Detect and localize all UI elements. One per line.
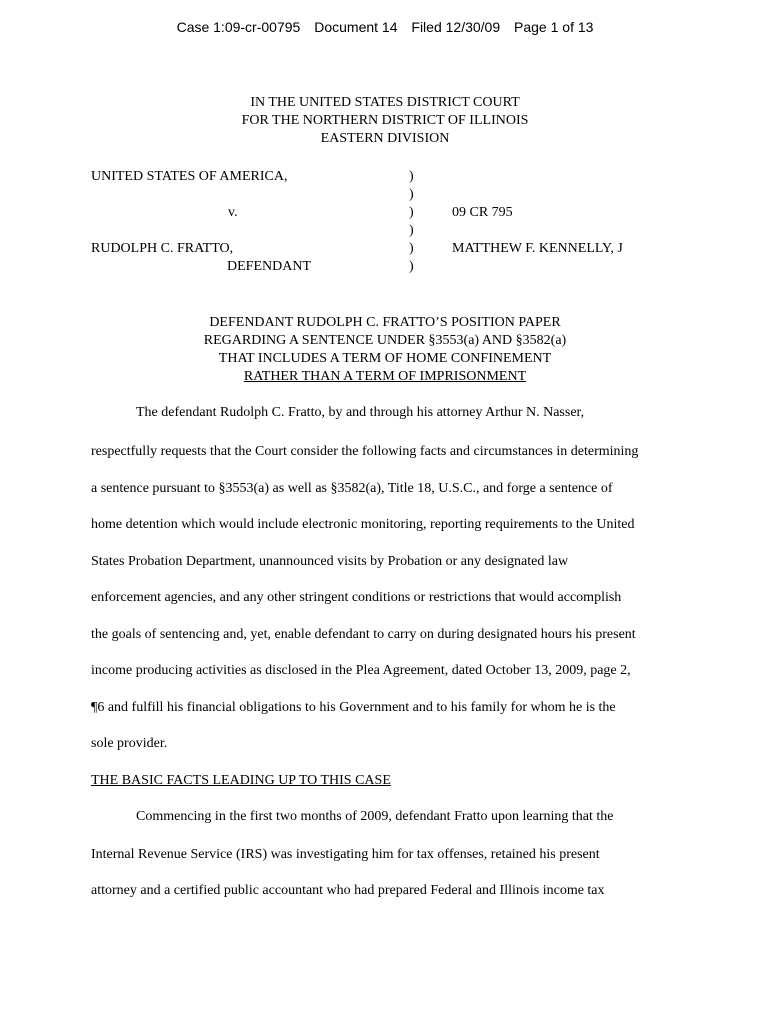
caption-bracket: ): [409, 169, 414, 184]
title-line: DEFENDANT RUDOLPH C. FRATTO’S POSITION PAPER: [209, 315, 561, 330]
body-line: respectfully requests that the Court consider the following facts and circumstances in determining: [91, 444, 639, 459]
plaintiff-name: UNITED STATES OF AMERICA,: [91, 169, 288, 184]
court-heading-line: EASTERN DIVISION: [320, 131, 450, 146]
caption-bracket: ): [409, 223, 414, 238]
body-line: attorney and a certified public accountant who had prepared Federal and Illinois income tax: [91, 883, 605, 898]
caption-bracket: ): [409, 259, 414, 274]
body-line: home detention which would include electronic monitoring, reporting requirements to the United: [91, 517, 635, 532]
caption-bracket: ): [409, 241, 414, 256]
body-line: ¶6 and fulfill his financial obligations to his Government and to his family for whom he is the: [91, 700, 616, 715]
body-line: sole provider.: [91, 736, 168, 751]
page-count-stamp: Page 1 of 13: [514, 19, 594, 35]
title-line: RATHER THAN A TERM OF IMPRISONMENT: [243, 369, 527, 384]
judge-name: MATTHEW F. KENNELLY, J: [452, 241, 623, 256]
section-heading: THE BASIC FACTS LEADING UP TO THIS CASE: [91, 773, 391, 788]
caption-bracket: ): [409, 187, 414, 202]
body-line: The defendant Rudolph C. Fratto, by and through his attorney Arthur N. Nasser,: [136, 405, 585, 420]
defendant-name: RUDOLPH C. FRATTO,: [91, 241, 234, 256]
body-line: States Probation Department, unannounced visits by Probation or any designated law: [91, 554, 569, 569]
case-docket-number: 09 CR 795: [452, 205, 513, 220]
body-line: income producing activities as disclosed in the Plea Agreement, dated October 13, 2009, page 2,: [91, 663, 631, 678]
court-heading-line: IN THE UNITED STATES DISTRICT COURT: [250, 95, 520, 110]
title-line: REGARDING A SENTENCE UNDER §3553(a) AND §3582(a): [203, 333, 567, 348]
defendant-label: DEFENDANT: [227, 259, 311, 274]
body-line: Commencing in the first two months of 2009, defendant Fratto upon learning that the: [136, 809, 614, 824]
court-heading-line: FOR THE NORTHERN DISTRICT OF ILLINOIS: [241, 113, 529, 128]
title-line: THAT INCLUDES A TERM OF HOME CONFINEMENT: [218, 351, 552, 366]
filing-header: [0, 18, 770, 36]
body-line: Internal Revenue Service (IRS) was investigating him for tax offenses, retained his present: [91, 847, 600, 862]
body-line: a sentence pursuant to §3553(a) as well as §3582(a), Title 18, U.S.C., and forge a sentence of: [91, 481, 613, 496]
body-line: the goals of sentencing and, yet, enable defendant to carry on during designated hours his present: [91, 627, 636, 642]
filed-date-stamp: Filed 12/30/09: [411, 19, 501, 35]
body-line: enforcement agencies, and any other stringent conditions or restrictions that would accomplish: [91, 590, 622, 605]
versus-label: v.: [228, 205, 238, 220]
document-number-stamp: Document 14: [314, 19, 398, 35]
caption-bracket: ): [409, 205, 414, 220]
case-number-stamp: Case 1:09-cr-00795: [176, 19, 301, 35]
